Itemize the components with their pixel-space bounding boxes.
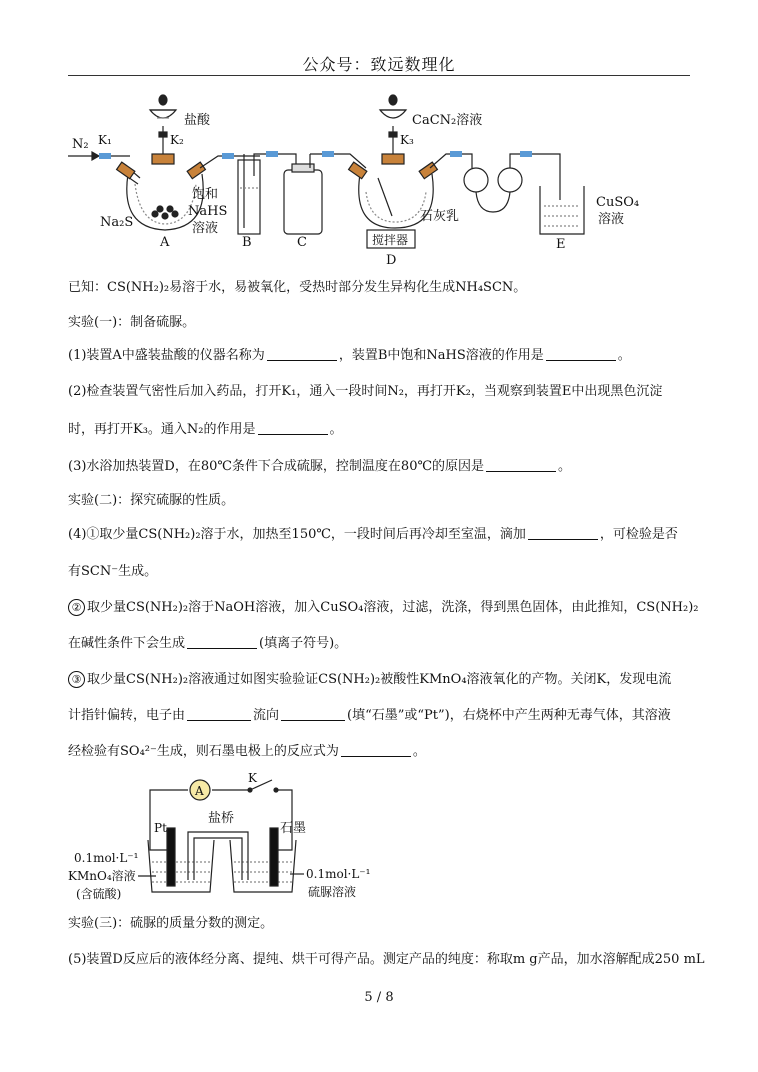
q4-3-text-d: (填“石墨”或“Pt”)，右烧杯中产生两种无毒气体，其溶液 (347, 708, 671, 723)
q4-3-line-2 (68, 706, 671, 726)
q4-2-blank[interactable] (187, 634, 257, 649)
q4-3-line-1 (68, 670, 671, 690)
q4-3-text-f: 。 (412, 744, 426, 759)
q4-3-line-3 (68, 742, 426, 762)
q1-line (68, 346, 631, 366)
nahs-label-2: NaHS (188, 204, 228, 219)
stirrer-label: 搅拌器 (372, 233, 409, 247)
exp2-heading: 实验(二)：探究硫脲的性质。 (68, 493, 235, 508)
q3-text-b: 。 (558, 459, 572, 474)
q4-3-text-a: 取少量CS(NH₂)₂溶液通过如图实验验证CS(NH₂)₂被酸性KMnO₄溶液氧化的产物。关闭K，发现电流 (87, 672, 672, 687)
cell-diagram (60, 770, 460, 910)
right-conc-label: 0.1mol·L⁻¹ (306, 867, 371, 881)
label-c: C (297, 235, 307, 250)
exp3-heading: 实验(三)：硫脲的质量分数的测定。 (68, 916, 274, 931)
graphite-label: 石墨 (280, 821, 307, 836)
q1-blank-1[interactable] (267, 346, 337, 361)
q1-blank-2[interactable] (546, 346, 616, 361)
q4-3-text-e: 经检验有SO₄²⁻生成，则石墨电极上的反应式为 (68, 744, 339, 759)
q4-3-blank-1[interactable] (187, 706, 251, 721)
k3-label: K₃ (400, 133, 414, 147)
q3-blank[interactable] (486, 457, 556, 472)
cacn2-label: CaCN₂溶液 (412, 113, 483, 128)
nahs-label-3: 溶液 (192, 221, 219, 236)
q4-3-blank-3[interactable] (341, 742, 411, 757)
label-d: D (386, 253, 397, 268)
left-acid-label: (含硫酸) (76, 887, 122, 901)
cuso4-label-2: 溶液 (598, 212, 625, 227)
na2s-label: Na₂S (100, 215, 134, 230)
q4-text-a: (4)①取少量CS(NH₂)₂溶于水，加热至150℃，一段时间后再冷却至室温，滴加 (68, 527, 526, 542)
left-sol-label: KMnO₄溶液 (68, 869, 136, 883)
q4-2-text-b: 在碱性条件下会生成 (68, 636, 186, 651)
q4-line-2: 有SCN⁻生成。 (68, 564, 158, 579)
n2-label: N₂ (72, 137, 89, 152)
q4-2-line-2 (68, 634, 347, 654)
q1-text-b: ，装置B中饱和NaHS溶液的作用是 (338, 348, 544, 363)
q4-2-text-c: (填离子符号)。 (259, 636, 348, 651)
lime-label: 石灰乳 (420, 209, 460, 224)
q3-text-a: (3)水浴加热装置D，在80℃条件下合成硫脲，控制温度在80℃的原因是 (68, 459, 485, 474)
q1-text-a: (1)装置A中盛装盐酸的仪器名称为 (68, 348, 265, 363)
nahs-label-1: 饱和 (192, 187, 219, 202)
valve-k1 (99, 153, 111, 159)
page-number: 5 / 8 (364, 990, 394, 1005)
k2-label: K₂ (170, 133, 184, 147)
pt-label: Pt (154, 821, 167, 835)
label-a: A (160, 235, 170, 250)
q4-blank-1[interactable] (528, 525, 598, 540)
k1-label: K₁ (98, 133, 112, 147)
q3-line (68, 457, 571, 477)
exp1-heading: 实验(一)：制备硫脲。 (68, 315, 196, 330)
label-b: B (242, 235, 252, 250)
safety-bulbs (464, 154, 560, 212)
q2-line-1: (2)检查装置气密性后加入药品，打开K₁，通入一段时间N₂，再打开K₂，当观察到装置E中出现黑色沉淀 (68, 384, 663, 399)
q5-line: (5)装置D反应后的液体经分离、提纯、烘干可得产品。测定产品的纯度：称取m g产品，加水溶解配成250 mL (68, 952, 705, 967)
header-rule (68, 75, 690, 76)
q2-text-c: 。 (329, 422, 343, 437)
q4-line-1 (68, 525, 678, 545)
q4-2-number: ② (68, 599, 85, 616)
q4-3-text-b: 计指针偏转，电子由 (68, 708, 186, 723)
beaker-e (540, 186, 584, 234)
salt-bridge (188, 832, 248, 880)
cuso4-label-1: CuSO₄ (596, 195, 640, 210)
hcl-label: 盐酸 (184, 113, 211, 128)
q4-3-blank-2[interactable] (281, 706, 345, 721)
label-e: E (556, 237, 566, 252)
right-sol-label: 硫脲溶液 (308, 885, 357, 899)
q4-3-text-c: 流向 (253, 708, 280, 723)
q2-blank[interactable] (258, 420, 328, 435)
switch-k-label: K (248, 771, 257, 785)
apparatus-diagram (0, 88, 690, 268)
known-line: 已知：CS(NH₂)₂易溶于水，易被氧化，受热时部分发生异构化生成NH₄SCN。 (68, 280, 527, 295)
q2-text-b: 时，再打开K₃。通入N₂的作用是 (68, 422, 256, 437)
q4-2-line-1 (68, 598, 698, 618)
q4-3-number: ③ (68, 671, 85, 688)
bottle-c (284, 154, 322, 234)
page-header: 公众号：致远数理化 (302, 55, 456, 74)
salt-bridge-label: 盐桥 (208, 811, 235, 826)
q1-text-c: 。 (617, 348, 631, 363)
wash-tube-b (238, 154, 260, 234)
q2-line-2 (68, 420, 343, 440)
ammeter-label: A (195, 784, 204, 798)
q4-2-text-a: 取少量CS(NH₂)₂溶于NaOH溶液，加入CuSO₄溶液，过滤，洗涤，得到黑色固体，由此推知，CS(NH₂)₂ (87, 600, 699, 615)
q4-text-b: ，可检验是否 (599, 527, 678, 542)
left-conc-label: 0.1mol·L⁻¹ (74, 851, 139, 865)
